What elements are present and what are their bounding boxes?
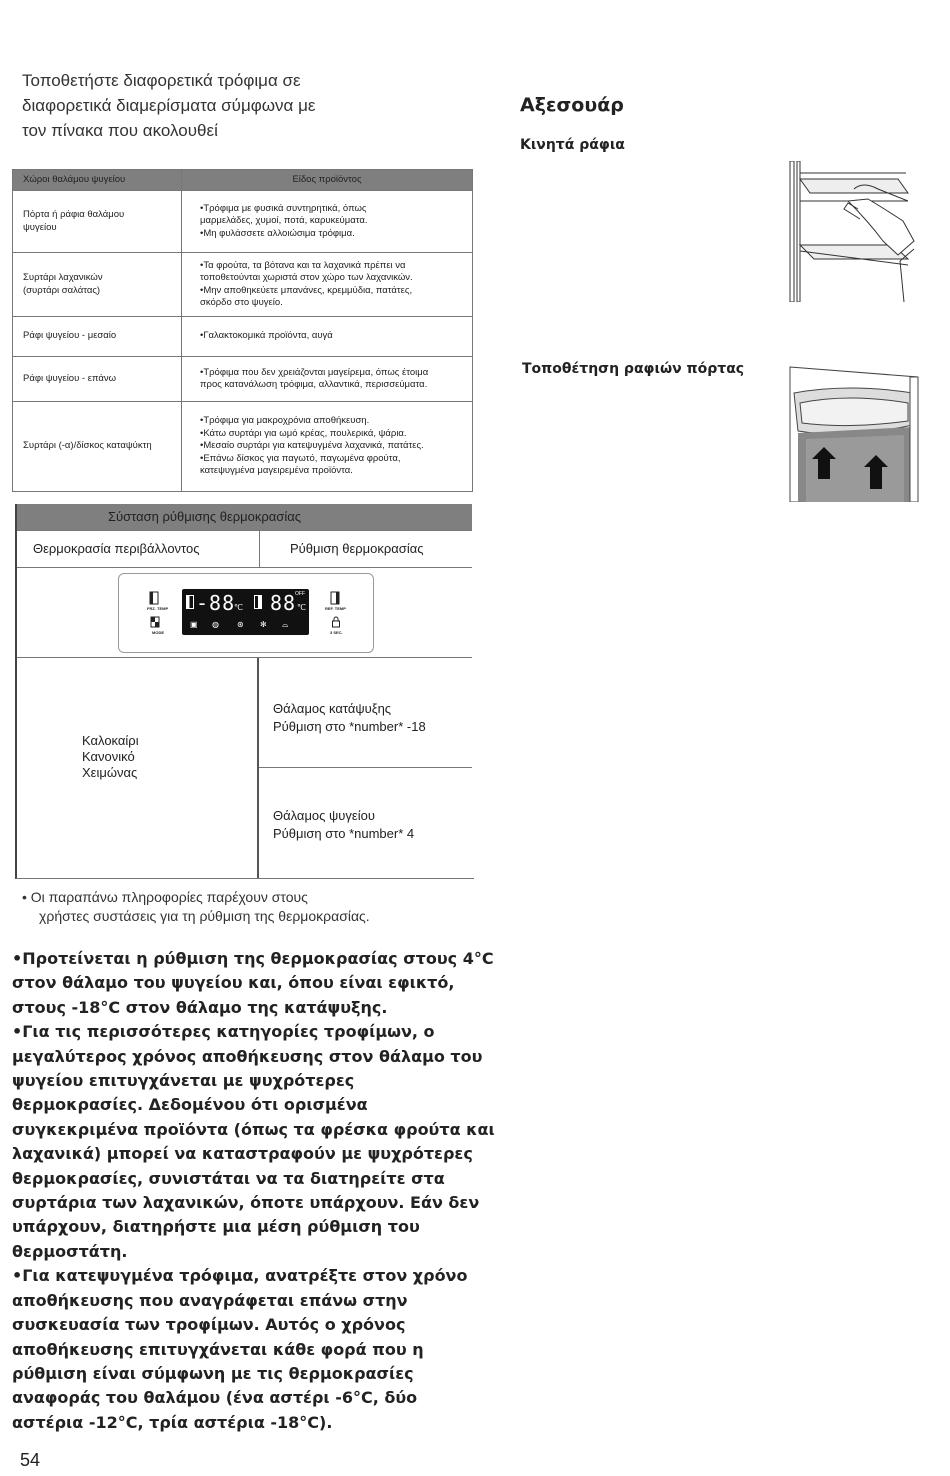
product-line: •Τρόφιμα με φυσικά συντηρητικά, όπως (200, 202, 367, 214)
row-place (13, 317, 182, 357)
season-normal: Κανονικό (82, 749, 135, 764)
ambient-temp-label: Θερμοκρασία περιβάλλοντος (33, 541, 200, 556)
lcd-display (182, 589, 309, 635)
text-line: λαχανικά) μπορεί να καταστραφούν με ψυχρότερες (12, 1144, 473, 1164)
seasons-list (82, 733, 139, 781)
header-compartment: Χώροι θαλάμου ψυγείου (13, 170, 182, 191)
text-line: •Για κατεψυγμένα τρόφιμα, ανατρέξτε στον χρόνο (12, 1266, 468, 1286)
storage-table-header (13, 170, 473, 191)
row-products (182, 317, 473, 357)
product-line: προς κατανάλωση τρόφιμα, αλλαντικά, περισσεύματα. (200, 379, 428, 390)
freezer-compartment-label: Θάλαμος κατάψυξης (273, 701, 392, 716)
row-place (13, 253, 182, 317)
text-line: θερμοκρασίες. Δεδομένου ότι ορισμένα (12, 1095, 368, 1115)
product-line: •Τρόφιμα για μακροχρόνια αποθήκευση. (200, 415, 370, 427)
text-line: υπάρχουν, διατηρήστε μια μέση ρύθμιση του (12, 1217, 420, 1237)
product-line: κατεψυγμένα μαγειρεμένα προϊόντα. (200, 465, 353, 477)
table-row (13, 357, 473, 402)
table-row (13, 191, 473, 253)
freezer-unit: ℃ (234, 603, 243, 612)
freezer-indicator-icon (186, 595, 194, 609)
place-line: Ράφι ψυγείου - επάνω (23, 372, 117, 384)
text-line: •Προτείνεται η ρύθμιση της θερμοκρασίας στους 4°C (12, 949, 494, 968)
product-line: τοποθετούνται χωριστά στον χώρο των λαχανικών. (200, 272, 413, 283)
text-line: θερμοστάτη. (12, 1241, 128, 1261)
text-line: αναφοράς του θαλάμου (ένα αστέρι -6°C, δύο (12, 1388, 418, 1408)
control-panel-row (17, 568, 472, 658)
fridge-unit: ℃ (297, 603, 306, 612)
row-products (182, 402, 473, 492)
product-line: •Επάνω δίσκος για παγωτό, παγωμένα φρούτα, (200, 452, 401, 464)
product-line: •Τρόφιμα που δεν χρειάζονται μαγείρεμα, όπως έτοιμα (200, 366, 429, 378)
intro-line: διαφορετικά διαμερίσματα σύμφωνα με (22, 96, 316, 115)
fridge-temp-button-icon (330, 591, 340, 607)
text-line: συγκεκριμένα προϊόντα (όπως τα φρέσκα φρούτα και (12, 1119, 495, 1139)
place-line: (συρτάρι σαλάτας) (23, 284, 101, 296)
text-line: ψυγείου επιτυγχάνεται με ψυχρότερες (12, 1071, 355, 1091)
holiday-icon: ▣ (190, 620, 198, 629)
door-shelves-illustration (788, 363, 920, 502)
fridge-setting (273, 807, 414, 843)
text-line: στον θάλαμο του ψυγείου και, όπου είναι εφικτό, (12, 973, 455, 993)
door-shelves-heading: Τοποθέτηση ραφιών πόρτας (522, 361, 745, 377)
temperature-table (15, 504, 474, 879)
row-place (13, 191, 182, 253)
product-line: •Μη φυλάσσετε αλλοιώσιμα τρόφιμα. (200, 227, 355, 239)
place-line: ψυγείου (23, 221, 57, 233)
product-line: μαρμελάδες, χυμοί, ποτά, καρυκεύματα. (200, 215, 368, 227)
storage-table (12, 169, 473, 492)
season-winter: Χειμώνας (82, 765, 138, 780)
note (22, 888, 370, 926)
text-line: συσκευασία των τροφίμων. Αυτός ο χρόνος (12, 1315, 406, 1335)
off-indicator: OFF (295, 591, 305, 597)
recommendations-text (12, 947, 495, 1435)
note-line: χρήστες συστάσεις για τη ρύθμιση της θερμοκρασίας. (39, 908, 370, 924)
fridge-setting-value: Ρύθμιση στο *number* 4 (273, 826, 415, 841)
freezer-setting-value: Ρύθμιση στο *number* -18 (273, 719, 426, 734)
product-line: •Τα φρούτα, τα βότανα και τα λαχανικά πρέπει να (200, 259, 406, 271)
product-line: σκόρδο στο ψυγείο. (200, 297, 283, 308)
table-row (13, 317, 473, 357)
row-products (182, 191, 473, 253)
temperature-settings (17, 658, 472, 878)
temp-setting-label: Ρύθμιση θερμοκρασίας (290, 541, 424, 556)
movable-shelves-heading: Κινητά ράφια (520, 137, 625, 153)
text-line: μεγαλύτερος χρόνος αποθήκευσης στον θάλαμο του (12, 1046, 483, 1066)
header-product-type: Είδος προϊόντος (182, 170, 473, 191)
eco-icon: ◍ (212, 620, 219, 629)
mode-label: MODE (152, 630, 164, 635)
fridge-temp-label: REF. TEMP (325, 606, 346, 611)
season-summer: Καλοκαίρι (82, 733, 139, 748)
intro-line: τον πίνακα που ακολουθεί (22, 121, 218, 140)
row-place (13, 357, 182, 402)
freezer-setting (273, 700, 426, 736)
super-freeze-icon: ✻ (260, 620, 267, 629)
super-cool-icon: ⊛ (237, 620, 244, 629)
intro-text (22, 68, 422, 143)
temperature-table-title: Σύσταση ρύθμισης θερμοκρασίας (108, 509, 301, 524)
fridge-indicator-icon (254, 595, 262, 609)
table-row (13, 253, 473, 317)
three-sec-label: 3 SEC. (330, 630, 343, 635)
temperature-table-header (17, 504, 472, 531)
place-line: Πόρτα ή ράφια θαλάμου (23, 209, 125, 220)
intro-line: Τοποθετήστε διαφορετικά τρόφιμα σε (22, 71, 301, 90)
page-number: 54 (20, 1450, 41, 1470)
row-products (182, 357, 473, 402)
temperature-table-columns (17, 531, 472, 568)
accessories-title: Αξεσουάρ (520, 94, 624, 116)
table-row (13, 402, 473, 492)
freezer-temp-display: -88 (196, 591, 236, 615)
text-line: θερμοκρασίες, συνιστάται να τα διατηρείτε στα (12, 1168, 445, 1188)
place-line: Συρτάρι (-α)/δίσκος καταψύκτη (23, 440, 152, 452)
place-line: Συρτάρι λαχανικών (23, 272, 103, 283)
fridge-compartment-label: Θάλαμος ψυγείου (273, 808, 375, 823)
text-line: στους -18°C στον θάλαμο της κατάψυξης. (12, 997, 388, 1017)
child-lock-icon: ⌓ (282, 620, 289, 629)
mode-button-icon (150, 616, 160, 630)
text-line: αποθήκευσης που αναγράφεται επάνω στην (12, 1290, 408, 1310)
text-line: ρύθμιση είναι σύμφωνη με τις θερμοκρασίες (12, 1363, 414, 1383)
lock-button-icon (331, 616, 341, 630)
text-line: αποθήκευσης επιτυγχάνεται κάθε φορά που η (12, 1339, 424, 1359)
place-line: Ράφι ψυγείου - μεσαίο (23, 330, 117, 342)
freezer-temp-label: FRZ. TEMP (147, 606, 169, 611)
row-products (182, 253, 473, 317)
product-line: •Μην αποθηκεύετε μπανάνες, κρεμμύδια, πατάτες, (200, 284, 413, 296)
text-line: αστέρια -12°C, τρία αστέρια -18°C). (12, 1412, 333, 1432)
row-place (13, 402, 182, 492)
text-line: •Για τις περισσότερες κατηγορίες τροφίμων, ο (12, 1022, 435, 1042)
freezer-temp-button-icon (149, 591, 159, 607)
control-panel (118, 573, 374, 653)
product-line: •Μεσαίο συρτάρι για κατεψυγμένα λαχανικά, πατάτες. (200, 440, 424, 452)
note-line: • Οι παραπάνω πληροφορίες παρέχουν στους (22, 889, 308, 905)
product-line: •Κάτω συρτάρι για ωμό κρέας, πουλερικά, ψάρια. (200, 427, 407, 439)
product-line: •Γαλακτοκομικά προϊόντα, αυγά (200, 330, 333, 342)
text-line: συρτάρια των λαχανικών, όποτε υπάρχουν. Εάν δεν (12, 1193, 480, 1213)
movable-shelves-illustration (788, 161, 915, 302)
fridge-temp-display: 88 (270, 591, 297, 615)
